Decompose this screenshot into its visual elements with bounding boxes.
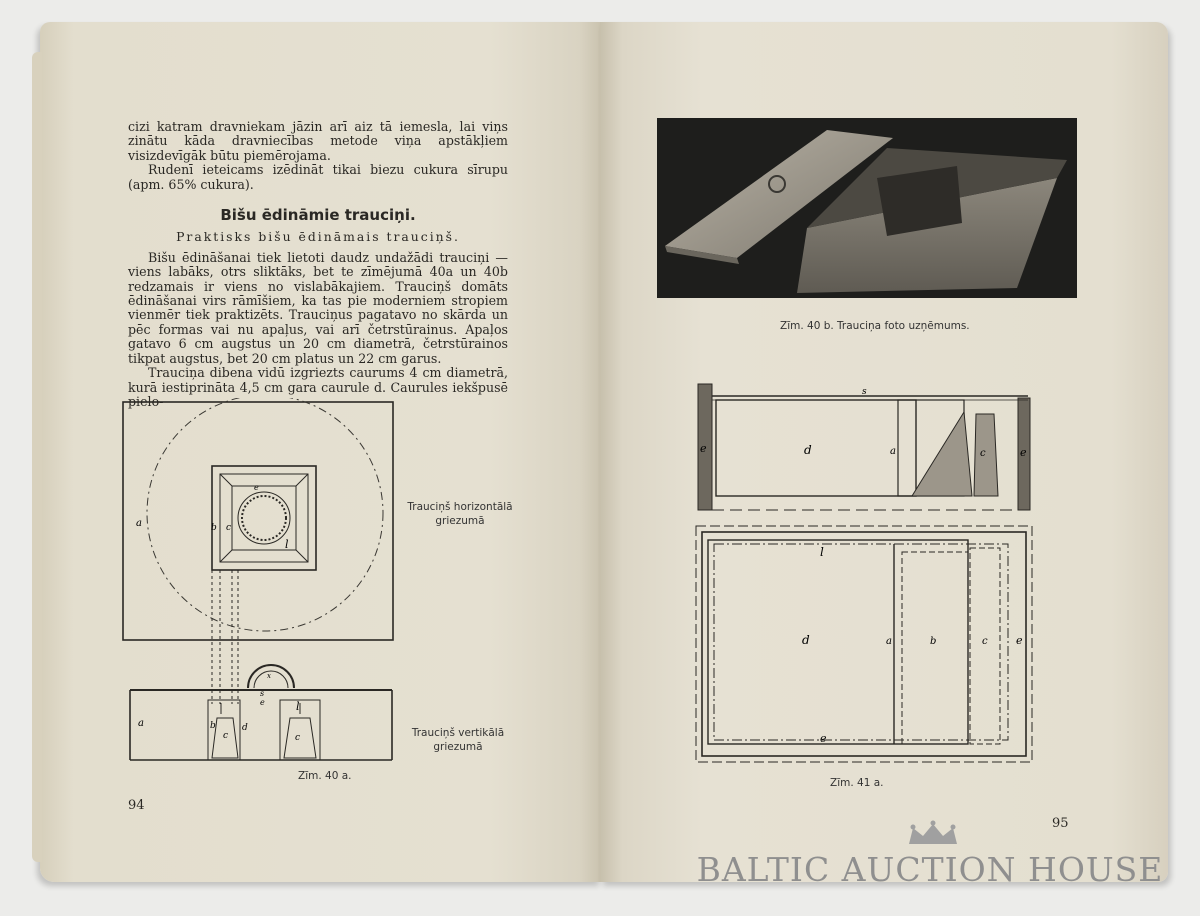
figure-40a-drawing bbox=[120, 398, 400, 770]
figure-40b-photo bbox=[657, 118, 1077, 298]
section-heading: Bišu ēdināmie trauciņi. bbox=[220, 206, 416, 225]
label-bottom-s: s bbox=[260, 689, 265, 698]
label-41-c-plan: c bbox=[982, 636, 988, 647]
paragraph-2: Rudenī ieteicams izēdināt tikai biezu cukura sīrupu (apm. 65% cukura). bbox=[128, 162, 508, 192]
label-41-e-bottom: e bbox=[820, 732, 827, 745]
label-41-c: c bbox=[980, 448, 986, 459]
label-bottom-d: d bbox=[242, 723, 248, 733]
section-subheading: Praktisks bišu ēdināmais trauciņš. bbox=[176, 229, 460, 245]
label-41-e2: e bbox=[1020, 446, 1027, 459]
label-top-l: l bbox=[285, 538, 289, 551]
left-page-text bbox=[128, 120, 508, 409]
label-bottom-l: l bbox=[296, 700, 300, 713]
paragraph-3: Bišu ēdināšanai tiek lietoti daudz undažādi trauciņi — viens labāks, otrs sliktāks, bet te zīmējumā 40a un 40b redzamais ir viens no vislabākajiem. Trauciņš domāts ēdināšanai virs rāmīšiem, ka tas pie moderniem stropiem vienmēr tiek praktizēts. Trauciņus pagatavo no skārda un pēc formas vai nu apaļus, vai arī četrstūrainus. Apaļos gatavo 6 cm augstus un 20 cm diametrā, četrstūrainos tikpat augstus, bet 20 cm platus un 22 cm garus. bbox=[128, 249, 508, 366]
figure-41a-drawing bbox=[692, 380, 1042, 770]
label-41-a-plan: a bbox=[886, 636, 892, 647]
watermark: BALTIC AUCTION HOUSE bbox=[696, 850, 1164, 889]
left-page-number: 94 bbox=[128, 798, 145, 813]
label-bottom-a: a bbox=[138, 718, 144, 729]
label-41-e1: e bbox=[700, 442, 707, 455]
crown-icon bbox=[905, 820, 961, 848]
paragraph-1: cizi katram dravniekam jāzin arī aiz tā iemesla, lai viņs zinātu kāda dravniecības metode viņa apstākļiem visizdevīgāk būtu piemērojama. bbox=[128, 119, 508, 163]
caption-horizontal-line-1: Trauciņš horizontālā bbox=[407, 501, 513, 513]
caption-vertical-line-2: griezumā bbox=[433, 741, 483, 753]
right-page-number: 95 bbox=[1052, 816, 1069, 831]
label-top-a: a bbox=[136, 518, 142, 529]
label-bottom-c2: c bbox=[295, 733, 301, 743]
figure-40a-caption: Zīm. 40 a. bbox=[298, 770, 352, 782]
figure-40b-caption: Zīm. 40 b. Trauciņa foto uzņēmums. bbox=[780, 320, 970, 332]
feeder-photo-illustration bbox=[657, 118, 1077, 298]
label-top-c: c bbox=[226, 523, 232, 533]
label-41-b-plan: b bbox=[930, 636, 937, 647]
label-41-e-right: e bbox=[1016, 634, 1023, 647]
paragraph-4: Trauciņa dibena vidū izgriezts caurums 4 cm diametrā, kurā iestiprināta 4,5 cm gara caurule d. Caurules iekšpusē pielo- bbox=[128, 365, 508, 409]
label-41-l: l bbox=[820, 545, 824, 559]
caption-vertical-section bbox=[398, 726, 518, 754]
label-41-d: d bbox=[804, 443, 812, 457]
label-bottom-e: e bbox=[260, 698, 265, 707]
label-41-a: a bbox=[890, 446, 896, 457]
label-bottom-x: x bbox=[267, 672, 271, 680]
label-top-b: b bbox=[211, 523, 217, 533]
label-41-s: s bbox=[862, 387, 867, 397]
caption-vertical-line-1: Trauciņš vertikālā bbox=[411, 727, 505, 739]
label-top-e: e bbox=[254, 483, 259, 492]
figure-41a-caption: Zīm. 41 a. bbox=[830, 777, 884, 789]
label-bottom-c1: c bbox=[223, 731, 229, 741]
label-41-d-plan: d bbox=[802, 633, 810, 647]
label-bottom-b: b bbox=[210, 721, 216, 731]
caption-horizontal-section bbox=[400, 500, 520, 528]
caption-horizontal-line-2: griezumā bbox=[435, 515, 485, 527]
